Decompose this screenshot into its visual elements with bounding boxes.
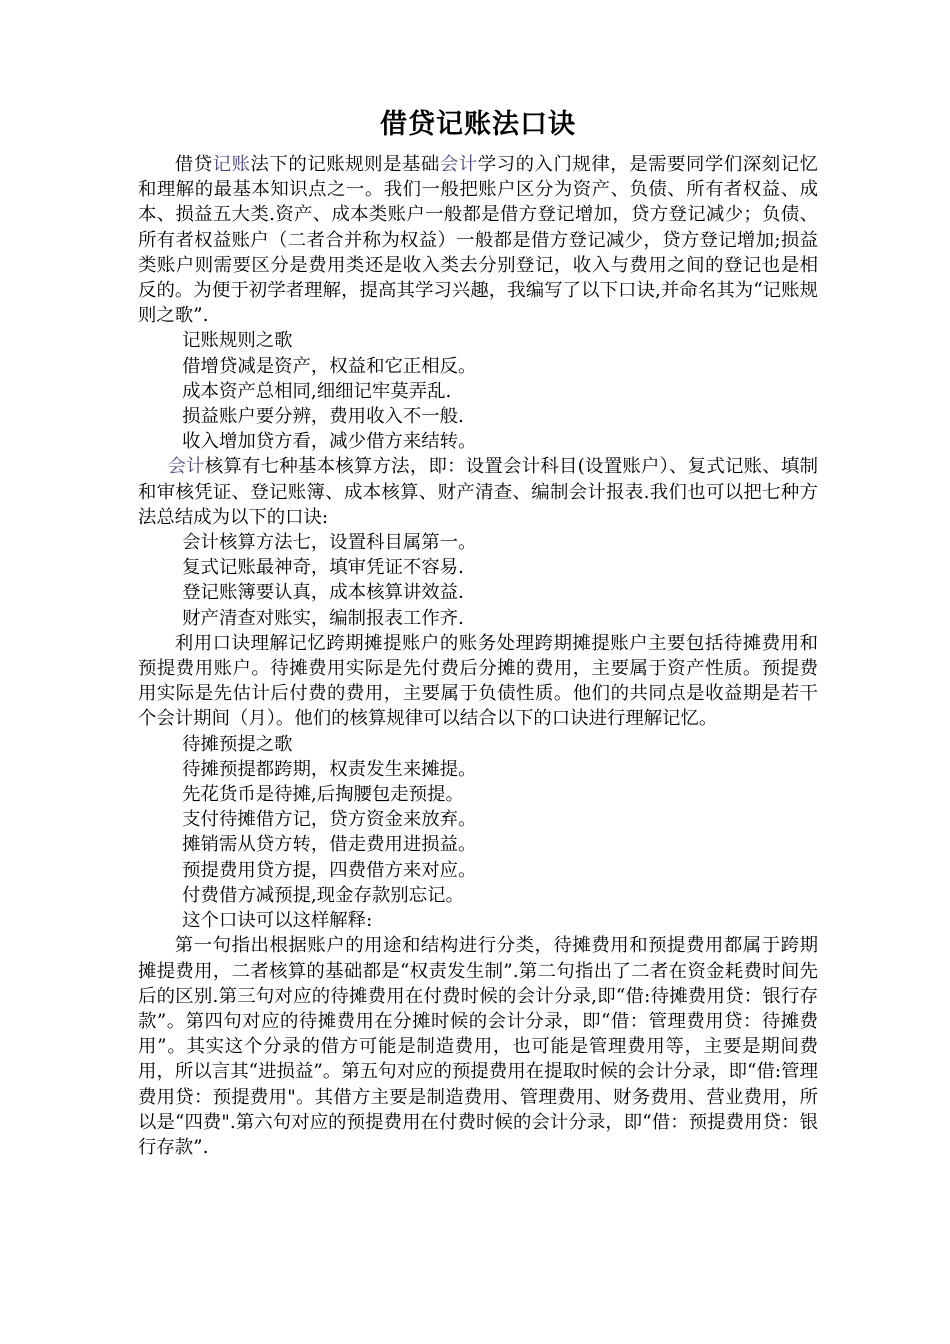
- song1-title: 记账规则之歌: [182, 330, 293, 352]
- document-page: [138, 106, 818, 1160]
- methods-text: 核算有七种基本核算方法，即：设置会计科目(设置账户）、复式记账、填制和审核凭证、登记账簿、成本核算、财产清查、编制会计报表.我们也可以把七种方法总结成为以下的口诀:: [138, 456, 818, 528]
- intro-mid: 法下的记账规则是基础: [250, 154, 440, 175]
- song2-block: [138, 530, 818, 631]
- song1-line: 借增贷减是资产，权益和它正相反。: [182, 355, 477, 377]
- methods-paragraph: [138, 454, 818, 530]
- song2-line: 登记账簿要认真，成本核算讲效益.: [182, 582, 464, 604]
- song1-block: [138, 328, 818, 454]
- song3-title: 待摊预提之歌: [182, 733, 293, 755]
- song3-block: [138, 732, 818, 908]
- intro-paragraph: [138, 152, 818, 328]
- song2-line: 财产清查对账实，编制报表工作齐.: [182, 607, 464, 629]
- accrual-intro-paragraph: 利用口诀理解记忆跨期摊提账户的账务处理跨期摊提账户主要包括待摊费用和预提费用账户。待摊费用实际是先付费后分摊的费用，主要属于资产性质。预提费用实际是先估计后付费的费用，主要属于负债性质。他们的共同点是收益期是若干个会计期间（月）。他们的核算规律可以结合以下的口诀进行理解记忆。: [138, 632, 818, 730]
- song2-line: 会计核算方法七，设置科目属第一。: [182, 532, 477, 554]
- song3-line: 先花货币是待摊,后掏腰包走预提。: [182, 784, 464, 806]
- song3-line: 待摊预提都跨期，权责发生来摊提。: [182, 758, 477, 780]
- song1-line: 成本资产总相同,细细记牢莫弄乱.: [182, 380, 452, 402]
- song2-line: 复式记账最神奇，填审凭证不容易.: [182, 557, 464, 579]
- keyword-accounting-methods: 会计: [167, 456, 205, 478]
- intro-pre: 借贷: [174, 154, 213, 175]
- explain-lead: 这个口诀可以这样解释:: [182, 910, 373, 932]
- song3-line: 预提费用贷方提，四费借方来对应。: [182, 859, 477, 881]
- intro-post: 学习的入门规律，是需要同学们深刻记忆和理解的最基本知识点之一。我们一般把账户区分为资产、负债、所有者权益、成本、损益五大类.资产、成本类账户一般都是借方登记增加，贷方登记减少；负债、所有者权益账户（二者合并称为权益）一般都是借方登记减少，贷方登记增加;损益类账户则需要区分是费用类还是收入类去分别登记，收入与费用之间的登记也是相反的。为便于初学者理解，提高其学习兴趣，我编写了以下口诀,并命名其为“记账规则之歌”.: [138, 154, 818, 327]
- keyword-bookkeeping: 记账: [212, 154, 251, 175]
- song3-line: 摊销需从贷方转，借走费用进损益。: [182, 834, 477, 856]
- song3-line: 支付待摊借方记，贷方资金来放弃。: [182, 809, 477, 831]
- keyword-accounting: 会计: [439, 154, 478, 175]
- explanation-paragraph: 第一句指出根据账户的用途和结构进行分类，待摊费用和预提费用都属于跨期摊提费用，二者核算的基础都是“权责发生制”.第二句指出了二者在资金耗费时间先后的区别.第三句对应的待摊费用在付费时候的会计分录,即“借:待摊费用贷：银行存款”。第四句对应的待摊费用在分摊时候的会计分录，即“借：管理费用贷：待摊费用”。其实这个分录的借方可能是制造费用，也可能是管理费用等，主要是期间费用，所以言其“进损益”。第五句对应的预提费用在提取时候的会计分录，即“借:管理费用贷：预提费用"。其借方主要是制造费用、管理费用、财务费用、营业费用，所以是“四费".第六句对应的预提费用在付费时候的会计分录，即“借：预提费用贷：银行存款”.: [138, 935, 818, 1158]
- song3-line: 付费借方减预提,现金存款别忘记。: [182, 884, 464, 906]
- song1-line: 收入增加贷方看，减少借方来结转。: [182, 431, 477, 453]
- song1-line: 损益账户要分辨，费用收入不一般.: [182, 406, 464, 428]
- document-title: 借贷记账法口诀: [380, 109, 576, 140]
